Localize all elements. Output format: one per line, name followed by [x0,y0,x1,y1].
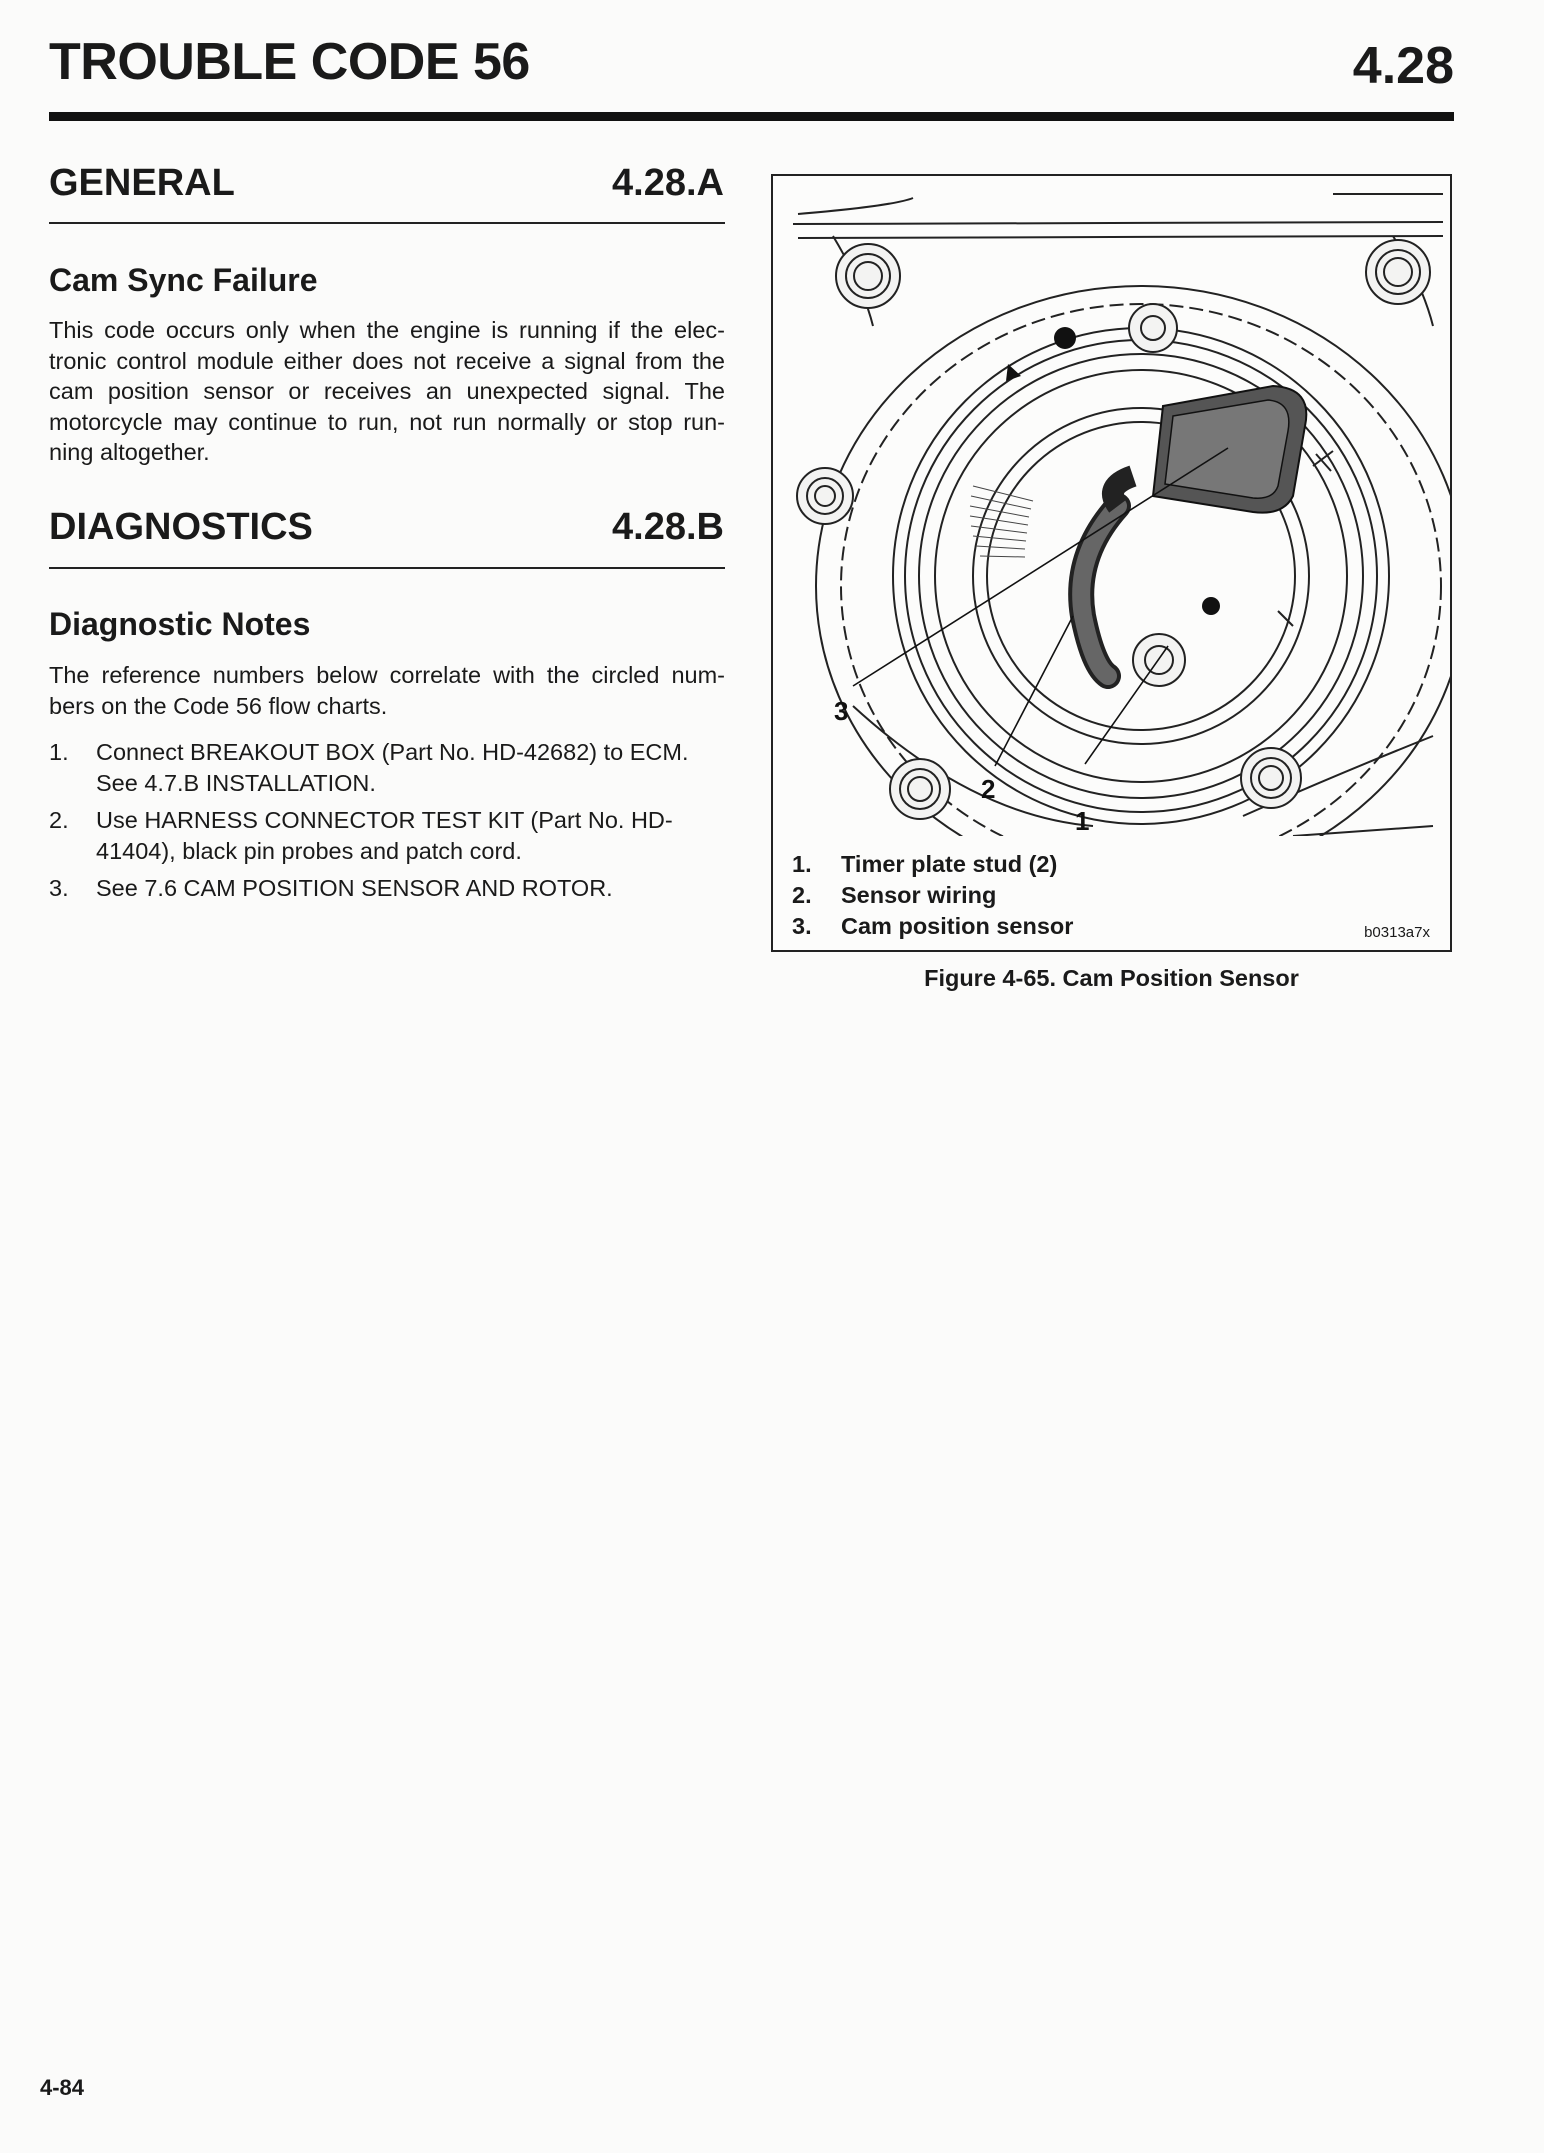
paragraph-line: tronic control module either does not receive a signal from the [49,347,725,374]
list-item-line: See 7.6 CAM POSITION SENSOR AND ROTOR. [96,875,613,901]
list-item-number: 2. [49,807,69,833]
callout-1: 1 [1075,806,1090,836]
list-item-line: Connect BREAKOUT BOX (Part No. HD-42682) to ECM. [96,739,689,765]
cam-sensor-illustration [773,176,1450,836]
list-item-line: 41404), black pin probes and patch cord. [96,837,522,864]
list-item-text [96,737,725,798]
figure-legend [792,849,1192,942]
page-number: 4-84 [40,2075,85,2100]
legend-number: 1. [792,851,812,877]
legend-number: 2. [792,882,812,908]
header-rule [49,112,1454,121]
general-number: 4.28.A [612,162,724,204]
paragraph-line: The reference numbers below correlate with the circled num- [49,662,725,688]
list-item-number: 3. [49,875,69,901]
figure-code: b0313a7x [1364,924,1430,941]
figure-caption: Figure 4-65. Cam Position Sensor [924,965,1299,991]
legend-item [792,911,1192,942]
legend-text: Cam position sensor [841,913,1074,939]
page-title: TROUBLE CODE 56 [49,33,530,91]
diagnostics-rule [49,567,725,569]
general-paragraph [49,315,725,468]
list-item-text [96,873,725,904]
list-item [49,737,725,805]
diagnostics-intro [49,660,725,721]
legend-item [792,880,1192,911]
paragraph-line: motorcycle may continue to run, not run normally or stop run- [49,408,725,435]
list-item [49,873,725,907]
list-item-text [96,805,725,866]
list-item [49,805,725,873]
legend-text: Sensor wiring [841,882,997,908]
diagnostics-number: 4.28.B [612,506,724,548]
diagnostic-notes-list [49,737,725,907]
general-heading: GENERAL [49,162,235,204]
callout-2: 2 [981,774,996,804]
general-rule [49,222,725,224]
section-number: 4.28 [1352,37,1454,95]
list-item-line: Use HARNESS CONNECTOR TEST KIT (Part No. HD- [96,807,673,833]
list-item-number: 1. [49,739,69,765]
paragraph-line: This code occurs only when the engine is running if the elec- [49,317,725,343]
general-subheading: Cam Sync Failure [49,262,318,298]
diagnostics-heading: DIAGNOSTICS [49,506,313,548]
diagnostics-subheading: Diagnostic Notes [49,606,311,642]
callout-3: 3 [834,696,849,726]
paragraph-line: bers on the Code 56 flow charts. [49,692,388,719]
legend-number: 3. [792,913,812,939]
paragraph-line: ning altogether. [49,439,210,465]
paragraph-line: cam position sensor or receives an unexpected signal. The [49,378,725,404]
legend-item [792,849,1192,880]
list-item-line: See 4.7.B INSTALLATION. [96,769,376,796]
legend-text: Timer plate stud (2) [841,851,1058,877]
figure-box [771,174,1452,952]
